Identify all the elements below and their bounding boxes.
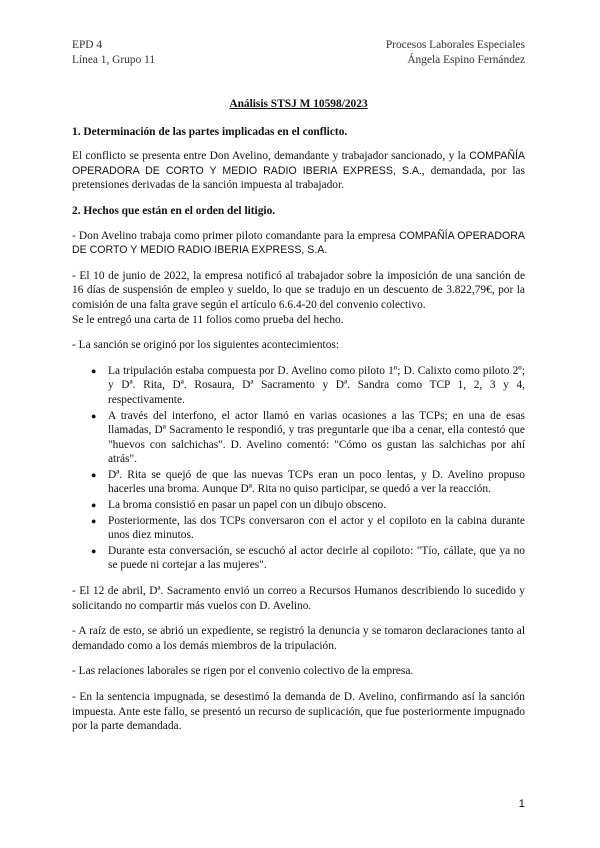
list-item (91, 498, 525, 513)
list-item-text: Posteriormente, las dos TCPs conversaron con el actor y el copiloto en la cabina durante unos diez minutos. (108, 514, 525, 542)
header-right (386, 38, 525, 68)
company-name: COMPAÑÍA OPERADORA DE CORTO Y MEDIO RADIO IBERIA EXPRESS, S.A. (72, 229, 525, 257)
fact-email: - El 12 de abril, Dª. Sacramento envió un correo a Recursos Humanos describiendo lo sucedido y solicitando no compartir más vuelos con D. Avelino. (72, 585, 525, 612)
bullet-icon: ● (91, 500, 97, 511)
list-item (91, 364, 525, 408)
list-item-text: A través del interfono, el actor llamó en varias ocasiones a las TCPs; en una de esas llamadas, Dª Sacramento le respondió, y tras preguntarle que iba a cenar, ella contestó que "huevos con salchichas". D. Avelino comentó: "Cómo os gustan las salchichas por ahí atrás". (108, 409, 525, 466)
section-1-heading: 1. Determinación de las partes implicadas en el conflicto. (72, 125, 348, 138)
header-author: Ángela Espino Fernández (407, 54, 525, 66)
events-list (72, 364, 525, 573)
list-item (91, 468, 525, 497)
section-1-paragraph (72, 149, 525, 193)
fact-origin: - La sanción se originó por los siguientes acontecimientos: (72, 339, 339, 352)
list-item (91, 544, 525, 573)
fact-judgment: - En la sentencia impugnada, se desestimó la demanda de D. Avelino, confirmando así la sanción impuesta. Ante este fallo, se presentó un recurso de suplicación, que fue posteriormente impugnado por la parte demandada. (72, 691, 525, 733)
fact-sanction (72, 269, 525, 327)
bullet-icon: ● (91, 410, 97, 421)
fact-labour-relations: - Las relaciones laborales se rigen por el convenio colectivo de la empresa. (72, 665, 414, 678)
list-item (91, 409, 525, 467)
section-2-heading: 2. Hechos que están en el orden del litigio. (72, 204, 276, 217)
list-item-text: Dª. Rita se quejó de que las nuevas TCPs eran un poco lentas, y D. Avelino propuso hacerles una broma. Aunque Dª. Rita no quiso participar, se quedó a ver la reacción. (108, 468, 525, 496)
document-title: Análisis STSJ M 10598/2023 (229, 98, 368, 110)
fact-sanction-letter: Se le entregó una carta de 11 folios como prueba del hecho. (72, 313, 344, 326)
fact-investigation: - A raíz de esto, se abrió un expediente, se registró la denuncia y se tomaron declaraciones tanto al demandado como a los demás miembros de la tripulación. (72, 625, 525, 652)
section-1-text-b: , demandada, por las pretensiones derivadas de la sanción impuesta al trabajador. (72, 164, 525, 192)
document-body (72, 97, 525, 745)
fact-employment-text: - Don Avelino trabaja como primer piloto comandante para la empresa (72, 229, 399, 242)
fact-employment (72, 229, 525, 258)
list-item-text: Durante esta conversación, se escuchó al actor decirle al copiloto: "Tío, cállate, que ya no se puede ni cortejar a las mujeres". (108, 544, 525, 572)
list-item (91, 514, 525, 543)
bullet-icon: ● (91, 365, 97, 376)
bullet-icon: ● (91, 515, 97, 526)
fact-sanction-text: - El 10 de junio de 2022, la empresa notificó al trabajador sobre la imposición de una sanción de 16 días de suspensión de empleo y sueldo, lo que se tradujo en un descuento de 3.822,79€, por la comisión de una falta grave según el artículo 6.6.4-20 del convenio colectivo. (72, 269, 525, 311)
list-item-text: La tripulación estaba compuesta por D. Avelino como piloto 1º; D. Calixto como piloto 2º; y Dª. Rita, Dª. Rosaura, Dª Sacramento y Dª. Sandra como TCP 1, 2, 3 y 4, respectivamente. (108, 364, 525, 406)
section-1-text-a: El conflicto se presenta entre Don Avelino, demandante y trabajador sancionado, y la (72, 150, 470, 163)
header-course: EPD 4 (72, 39, 103, 51)
page-number: 1 (518, 798, 525, 810)
header-subject: Procesos Laborales Especiales (385, 39, 525, 51)
header-left (72, 38, 155, 68)
list-item-text: La broma consistió en pasar un papel con un dibujo obsceno. (108, 499, 387, 512)
bullet-icon: ● (91, 469, 97, 480)
company-name: COMPAÑÍA OPERADORA DE CORTO Y MEDIO RADIO IBERIA EXPRESS, S.A. (72, 150, 525, 177)
bullet-icon: ● (91, 545, 97, 556)
header-group: Línea 1, Grupo 11 (72, 54, 156, 66)
